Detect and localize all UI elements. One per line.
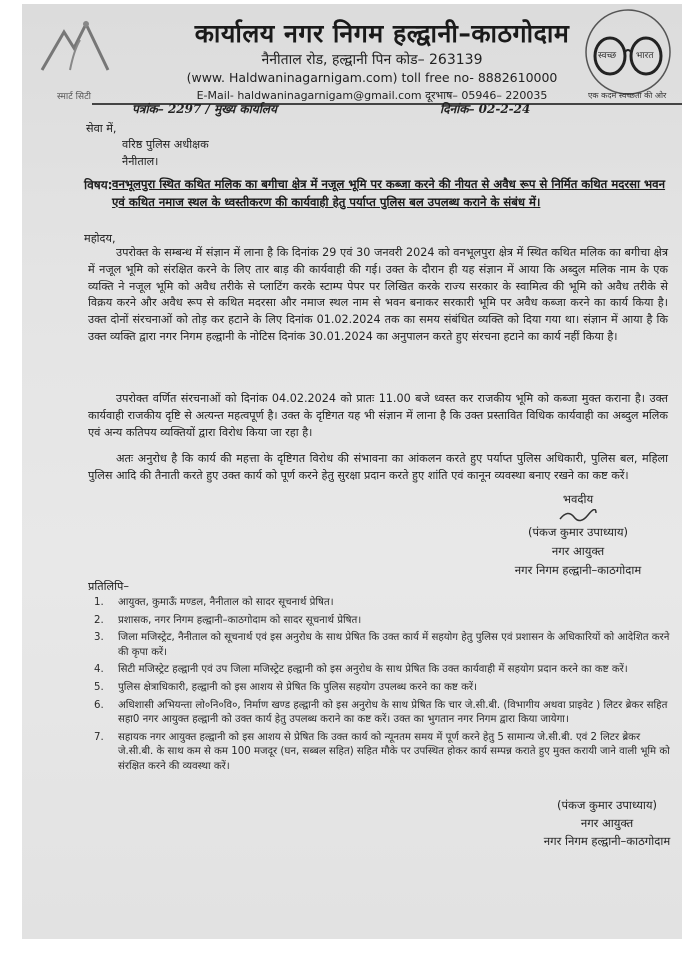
bottom-signature-block	[532, 796, 682, 850]
cc-item	[94, 596, 674, 611]
seal-tagline: एक कदम स्वच्छता की ओर	[588, 91, 667, 100]
subject-text: वनभूलपुरा स्थित कथित मलिक का बगीचा क्षेत्र में नजूल भूमि पर कब्जा करने की नीयत से अवैध रूप से निर्मित कथित मदरसा भवन एवं कथित नमाज स्थल के ध्वस्तीकरण की कार्यवाही हेतु पर्याप्त पुलिस बल उपलब्ध कराने के संबंध में।	[112, 177, 666, 209]
office-address: नैनीताल रोड, हल्द्वानी पिन कोड– 263139	[261, 52, 483, 68]
bottom-signatory-office: नगर निगम हल्द्वानी–काठगोदाम	[543, 834, 671, 848]
signatory-name: (पंकज कुमार उपाध्याय)	[527, 525, 629, 539]
email-phone: E-Mail- haldwaninagarnigam@gmail.com दूरभाष– 05946– 220035	[196, 89, 548, 102]
website-tollfree: (www. Haldwaninagarnigam.com) toll free no- 8882610000	[186, 70, 558, 85]
cc-item	[94, 663, 674, 678]
cc-item-text: सिटी मजिस्ट्रेट हल्द्वानी एवं उप जिला मजिस्ट्रेट हल्द्वानी को इस अनुरोध के साथ प्रेषित कि उक्त कार्यवाही में सहयोग प्रदान करने का कष्ट करें।	[118, 664, 628, 676]
cc-item-number: 1.	[94, 597, 104, 608]
mountain-logo-icon	[34, 10, 114, 82]
cc-item	[94, 614, 674, 629]
addressee-place: नैनीताल।	[122, 155, 159, 168]
signatory-designation: नगर आयुक्त	[551, 544, 605, 558]
subject-label: विषय:	[84, 178, 113, 192]
salutation: महोदय,	[84, 232, 116, 245]
cc-item-text: पुलिस क्षेत्राधिकारी, हल्द्वानी को इस आशय से प्रेषित कि पुलिस सहयोग उपलब्ध करने का कष्ट करें।	[118, 681, 477, 693]
municipal-logo	[28, 10, 120, 102]
cc-list	[94, 596, 674, 778]
body-paragraph-1: उपरोक्त के सम्बन्ध में संज्ञान में लाना है कि दिनांक 29 एवं 30 जनवरी 2024 को वनभूलपुरा क्षेत्र में स्थित कथित मलिक का बगीचा क्षेत्र में नजूल भूमि को संरक्षित करने के लिए तार बाड़ की कार्यवाही की गई। उक्त के दौरान ही यह संज्ञान में आया कि अब्दुल मलिक नाम के एक व्यक्ति ने नजूल भूमि को अवैध तरीके से प्लाटिंग करके स्टाम्प पेपर पर लिखित करके राज्य सरकार के स्वामित्व की भूमि को अवैध तरीके से विक्रय करने और अवैध रूप से कथित मदरसा और नमाज स्थल नाम से भवन बनाकर सरकारी भूमि पर अवैध कब्जा करने का कार्य किया है। उक्त दोनों संरचनाओं को तोड़ कर हटाने के लिए दिनांक 01.02.2024 तक का समय संबंधित व्यक्ति को दिया गया था। संज्ञान में आया है कि उक्त व्यक्ति द्वारा नगर निगम हल्द्वानी के नोटिस दिनांक 30.01.2024 का अनुपालन करते हुए संरचना हटाने का कार्य नहीं किया है।	[88, 246, 668, 343]
cc-item	[94, 631, 674, 660]
bottom-signatory-designation: नगर आयुक्त	[580, 816, 634, 830]
seal-word-left: स्वच्छ	[598, 51, 617, 61]
seal-word-right: भारत	[636, 51, 654, 61]
cc-item	[94, 681, 674, 696]
cc-item-number: 4.	[94, 664, 104, 676]
cc-item-number: 2.	[94, 614, 104, 626]
cc-item-number: 3.	[94, 632, 104, 644]
cc-item-text: आयुक्त, कुमाऊँ मण्डल, नैनीताल को सादर सूचनार्थ प्रेषित।	[118, 597, 334, 608]
letter-page	[22, 4, 682, 939]
cc-item-text: सहायक नगर आयुक्त हल्द्वानी को इस आशय से प्रेषित कि उक्त कार्य को न्यूनतम समय में पूर्ण करने हेतु 5 सामान्य जे.सी.बी. एवं 2 लिटर ब्रेकर जे.सी.बी. के साथ कम से कम 100 मजदूर (घन, सब्बल सहित) सहित मौके पर उपस्थित होकर कार्य सम्पन्न कराते हुए मुक्त करायी जाने वाली भूमि को संरक्षित करने की व्यवस्था करें।	[118, 731, 670, 772]
cc-item	[94, 699, 674, 728]
cc-item-number: 5.	[94, 681, 104, 693]
seva-mein: सेवा में,	[86, 122, 117, 135]
cc-item	[94, 731, 674, 775]
office-title: कार्यालय नगर निगम हल्द्वानी–काठगोदाम	[194, 19, 570, 48]
bottom-signatory-name: (पंकज कुमार उपाध्याय)	[556, 798, 658, 812]
cc-item-text: अधिशासी अभियन्ता लो०नि०वि०, निर्माण खण्ड हल्द्वानी को इस अनुरोध के साथ प्रेषित कि चार जे.सी.बी. (विभागीय अथवा प्राइवेट ) लिटर ब्रेकर सहित सहा0 नगर आयुक्त हल्द्वानी को उक्त कार्य हेतु उपलब्ध कराने का कष्ट करें। उक्त का भुगतान नगर निगम द्वारा किया जायेगा।	[118, 699, 668, 726]
signature-scribble-icon	[558, 509, 598, 523]
addressee-designation: वरिष्ठ पुलिस अधीक्षक	[122, 138, 209, 151]
cc-item-number: 6.	[94, 699, 104, 711]
signatory-office: नगर निगम हल्द्वानी–काठगोदाम	[514, 563, 642, 577]
signature-block	[478, 490, 678, 580]
cc-item-text: जिला मजिस्ट्रेट, नैनीताल को सूचनार्थ एवं इस अनुरोध के साथ प्रेषित कि उक्त कार्य में सहयोग हेतु पुलिस एवं प्रशासन के अधिकारियों को आदेशित करने की कृपा करें।	[118, 632, 670, 658]
body-paragraph-2: उपरोक्त वर्णित संरचनाओं को दिनांक 04.02.2024 को प्रातः 11.00 बजे ध्वस्त कर राजकीय भूमि को कब्जा मुक्त कराना है। उक्त कार्यवाही राजकीय दृष्टि से अत्यन्त महत्वपूर्ण है। उक्त के दृष्टिगत यह भी संज्ञान में लाना है कि उक्त प्रस्तावित विधिक कार्यवाही का अब्दुल मलिक एवं अन्य कतिपय व्यक्तियों द्वारा विरोध किया जा रहा है।	[88, 392, 668, 439]
cc-item-number: 7.	[94, 731, 104, 743]
logo-caption: स्मार्ट सिटी	[57, 92, 91, 102]
cc-heading: प्रतिलिपि–	[88, 580, 129, 593]
cc-item-text: प्रशासक, नगर निगम हल्द्वानी–काठगोदाम को सादर सूचनार्थ प्रेषित।	[118, 614, 362, 626]
body-paragraph-3: अतः अनुरोध है कि कार्य की महत्ता के दृष्टिगत विरोध की संभावना का आंकलन करते हुए पर्याप्त पुलिस अधिकारी, पुलिस बल, महिला पुलिस आदि की तैनाती करते हुए उक्त कार्य को पूर्ण करने हेतु सुरक्षा प्रदान करते हुए शांति एवं कानून व्यवस्था बनाए रखने का कष्ट करें।	[88, 452, 668, 482]
closing: भवदीय	[562, 492, 594, 506]
reference-number: पत्रांक– 2297 / मुख्य कार्यालय	[132, 102, 277, 116]
letter-date: दिनांक– 02-2-24	[440, 102, 531, 116]
